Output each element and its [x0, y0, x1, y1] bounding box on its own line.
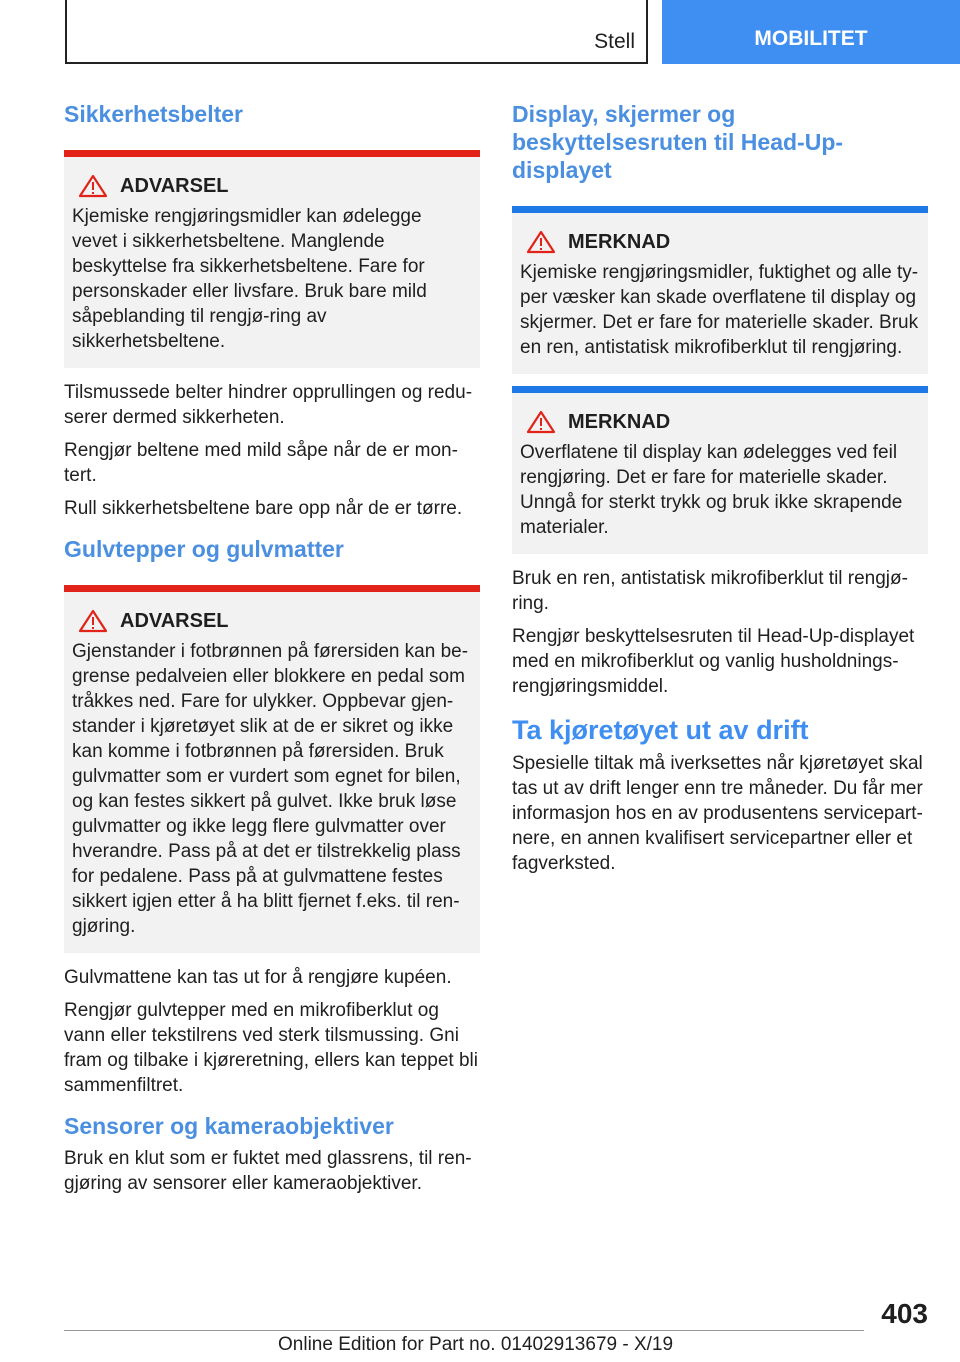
- warning-body: [64, 592, 480, 953]
- warning-bar: [64, 585, 480, 592]
- warning-triangle-icon: [78, 609, 108, 633]
- warning-header: [72, 609, 472, 633]
- footer-divider: [64, 1330, 864, 1331]
- right-column: [512, 100, 928, 884]
- section-title-floor-mats: Gulvtepper og gulvmatter: [64, 536, 344, 562]
- paragraph: Rengjør beltene med mild såpe når de er mon‐tert.: [64, 440, 458, 486]
- notice-text: Overflatene til display kan ødelegges ved feil rengjøring. Det er fare for materielle skader. Unngå for sterkt trykk og bruk ikke skrapende materialer.: [520, 442, 903, 538]
- section-title-decommission: Ta kjøretøyet ut av drift: [512, 715, 809, 745]
- notice-text: Kjemiske rengjøringsmidler, fuktighet og alle ty‐per væsker kan skade overflatene til display og skjermer. Det er fare for materielle skader. Bruk en ren, antistatisk mikrofiberklut til rengjøring.: [520, 262, 919, 358]
- paragraph: Spesielle tiltak må iverksettes når kjøretøyet skal tas ut av drift lenger enn tre måneder. Du får mer informasjon hos en av produsentens servicepart‐nere, en annen kvalifisert servicepartner eller et fagverksted.: [512, 753, 923, 874]
- warning-triangle-icon: [526, 410, 556, 434]
- warning-text: Gjenstander i fotbrønnen på førersiden kan be‐grense pedalveien eller blokkere en pedal som tråkkes ned. Fare for ulykker. Oppbevar gjen‐stander i kjøretøyet slik at de er sikret og ikke kan komme i fotbrønnen på førersiden. Bruk gulvmatter som er vurdert som egnet for bilen, og kan festes sikkert på gulvet. Ikke bruk løse gulvmatter og ikke legg flere gulvmatter over hverandre. Pass på at det er tilstrekkelig plass for pedalene. Pass på at gulvmattene festes sikkert igjen etter å ha blitt fjernet f.eks. til ren‐gjøring.: [72, 641, 469, 937]
- notice-bar: [512, 386, 928, 393]
- section-title-seatbelts: Sikkerhetsbelter: [64, 101, 243, 127]
- section-title-sensors: Sensorer og kameraobjektiver: [64, 1113, 394, 1139]
- warning-triangle-icon: [78, 174, 108, 198]
- notice-header: [520, 230, 920, 254]
- notice-label: MERKNAD: [568, 410, 671, 433]
- paragraph: Rengjør beskyttelsesruten til Head-Up-displayet med en mikrofiberklut og vanlig husholdnings‐rengjøringsmiddel.: [512, 626, 915, 697]
- warning-bar: [64, 150, 480, 157]
- warning-header: [72, 174, 472, 198]
- section-title-display: Display, skjermer og beskyttelsesruten til Head-Up-displayet: [512, 101, 844, 183]
- notice-box: [512, 386, 928, 554]
- notice-body: [512, 213, 928, 374]
- warning-label: ADVARSEL: [120, 609, 229, 632]
- warning-triangle-icon: [526, 230, 556, 254]
- notice-bar: [512, 206, 928, 213]
- warning-box: [64, 150, 480, 368]
- warning-text: Kjemiske rengjøringsmidler kan ødelegge vevet i sikkerhetsbeltene. Manglende beskyttelse fra sikkerhetsbeltene. Fare for personskader eller livsfare. Bruk bare mild såpeblanding til rengjø‐ring av sikkerhetsbeltene.: [72, 206, 427, 352]
- notice-header: [520, 410, 920, 434]
- header-section-title: Stell: [594, 30, 635, 53]
- paragraph: Bruk en klut som er fuktet med glassrens, til ren‐gjøring av sensorer eller kameraobjektiver.: [64, 1148, 472, 1194]
- notice-box: [512, 206, 928, 374]
- warning-body: [64, 157, 480, 368]
- footer-edition: Online Edition for Part no. 01402913679 - X/19: [278, 1334, 674, 1355]
- paragraph: Rengjør gulvtepper med en mikrofiberklut og vann eller tekstilrens ved sterk tilsmussing. Gni fram og tilbake i kjøreretning, ellers kan teppet bli sammenfiltret.: [64, 1000, 478, 1096]
- paragraph: Rull sikkerhetsbeltene bare opp når de er tørre.: [64, 498, 463, 519]
- left-column: [64, 100, 480, 1204]
- paragraph: Bruk en ren, antistatisk mikrofiberklut til rengjø‐ring.: [512, 568, 908, 614]
- paragraph: Tilsmussede belter hindrer opprullingen og redu‐serer dermed sikkerheten.: [64, 382, 473, 428]
- page-number: 403: [881, 1298, 928, 1329]
- warning-label: ADVARSEL: [120, 174, 229, 197]
- warning-box: [64, 585, 480, 953]
- header-frame: [65, 0, 648, 64]
- paragraph: Gulvmattene kan tas ut for å rengjøre kupéen.: [64, 967, 452, 988]
- notice-label: MERKNAD: [568, 230, 671, 253]
- notice-body: [512, 393, 928, 554]
- header-chapter-tab[interactable]: MOBILITET: [662, 0, 960, 64]
